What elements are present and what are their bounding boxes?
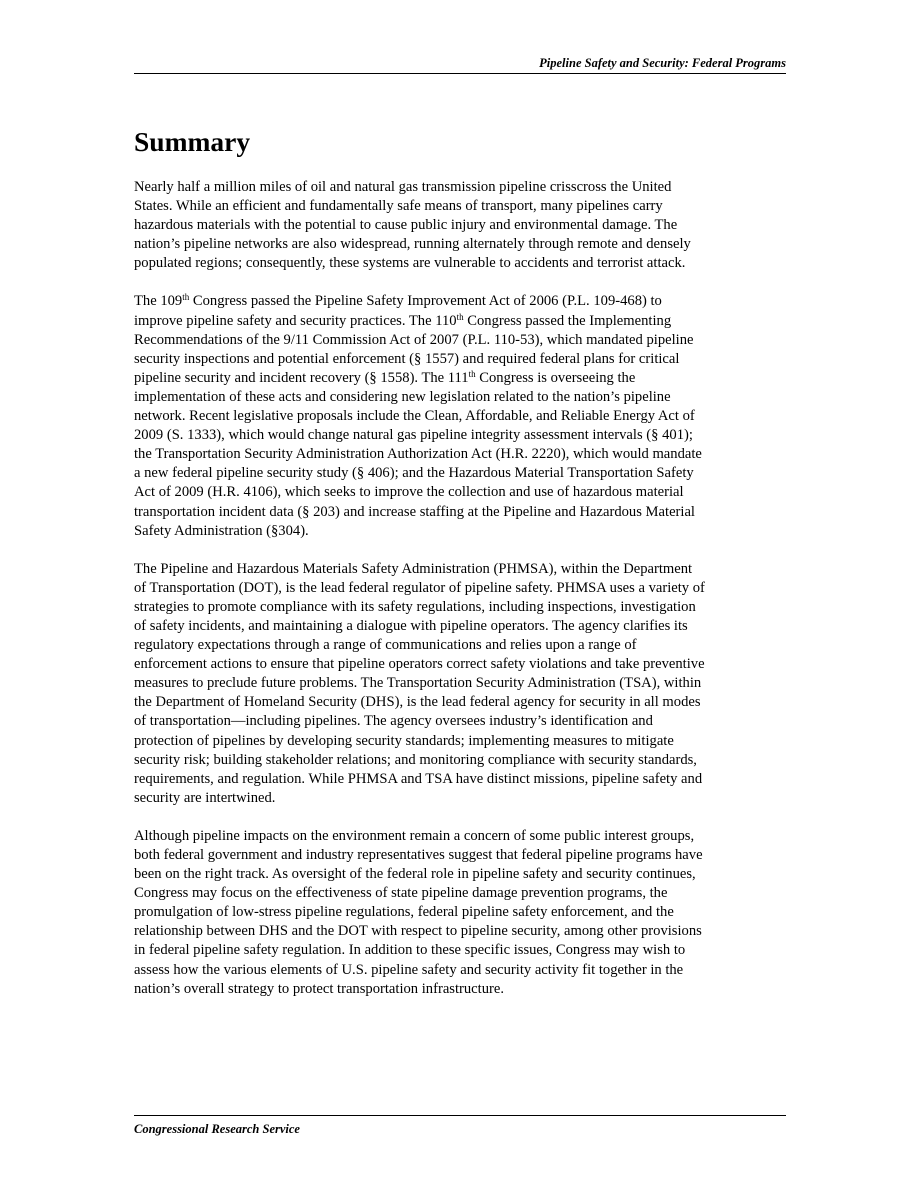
text-line: nation’s pipeline networks are also widespread, running alternately through remote and densely [134,236,691,253]
text-line: The Pipeline and Hazardous Materials Safety Administration (PHMSA), within the Department [134,560,693,577]
text-line: security are intertwined. [134,789,276,806]
text-line: promulgation of low-stress pipeline regulations, federal pipeline safety enforcement, and the [134,904,674,921]
text-line: hazardous materials with the potential to cause public injury and environmental damage. The [134,217,678,234]
text-run: The 109 [134,293,183,310]
text-line: security risk; building stakeholder relations; and monitoring compliance with security standards, [134,751,697,768]
text-line: enforcement actions to ensure that pipeline operators correct safety violations and take preventive [134,656,705,673]
text-line: both federal government and industry representatives suggest that federal pipeline programs have [134,847,703,863]
text-line: Act of 2009 (H.R. 4106), which seeks to improve the collection and use of hazardous material [134,484,684,501]
text-run: Congress is overseeing the [475,369,636,386]
text-line: the Department of Homeland Security (DHS), is the lead federal agency for security in all modes [134,694,701,711]
summary-body [134,178,786,1018]
text-run: pipeline security and incident recovery (§ 1558). The 111 [134,369,469,386]
text-line: been on the right track. As oversight of the federal role in pipeline safety and security continues, [134,866,696,883]
text-run: Congress passed the Pipeline Safety Improvement Act of 2006 (P.L. 109-468) to [189,293,662,310]
paragraph-3 [134,560,786,808]
text-line [134,312,786,331]
ordinal-superscript: th [456,311,464,322]
text-line: nation’s overall strategy to protect transportation infrastructure. [134,980,504,997]
paragraph-2 [134,292,786,540]
text-line [134,292,786,311]
paragraph-4 [134,827,786,999]
text-line: implementation of these acts and considering new legislation related to the nation’s pipeline [134,388,671,405]
running-footer: Congressional Research Service [134,1122,300,1136]
text-line: assess how the various elements of U.S. pipeline safety and security activity fit together in the [134,961,684,978]
text-line: in federal pipeline safety regulation. In addition to these specific issues, Congress may wish to [134,942,686,959]
text-line: network. Recent legislative proposals include the Clean, Affordable, and Reliable Energy Act of [134,408,695,425]
footer-rule [134,1115,786,1116]
ordinal-superscript: th [182,292,190,303]
text-run: Congress passed the Implementing [463,312,672,329]
header-rule [134,73,786,74]
paragraph-1 [134,178,786,273]
text-line: requirements, and regulation. While PHMSA and TSA have distinct missions, pipeline safety and [134,770,703,787]
text-line: Although pipeline impacts on the environment remain a concern of some public interest groups, [134,827,695,844]
text-line: transportation incident data (§ 203) and increase staffing at the Pipeline and Hazardous Material [134,503,695,520]
text-run: improve pipeline safety and security practices. The 110 [134,312,457,329]
text-line: regulatory expectations through a range of communications and relies upon a range of [134,637,637,654]
text-line: strategies to promote compliance with its safety regulations, including inspections, investigation [134,598,696,615]
text-line: measures to preclude future problems. The Transportation Security Administration (TSA), within [134,675,702,692]
text-line: Safety Administration (§304). [134,522,309,539]
text-line [134,369,786,388]
text-line: of Transportation (DOT), is the lead federal regulator of pipeline safety. PHMSA uses a variety of [134,579,705,596]
text-line: Congress may focus on the effectiveness of state pipeline damage prevention programs, the [134,885,668,902]
text-line: the Transportation Security Administration Authorization Act (H.R. 2220), which would mandate [134,446,702,463]
text-line: Nearly half a million miles of oil and natural gas transmission pipeline crisscross the United [134,179,672,195]
text-line: protection of pipelines by developing security standards; implementing measures to mitigate [134,732,674,749]
ordinal-superscript: th [468,368,476,379]
text-line: Recommendations of the 9/11 Commission Act of 2007 (P.L. 110-53), which mandated pipeline [134,331,694,348]
text-line: of safety incidents, and maintaining a dialogue with pipeline operators. The agency clarifies its [134,617,688,634]
text-line: of transportation—including pipelines. The agency oversees industry’s identification and [134,713,653,730]
text-line: States. While an efficient and fundamentally safe means of transport, many pipelines carry [134,198,663,215]
text-line: relationship between DHS and the DOT with respect to pipeline security, among other provisions [134,923,702,940]
text-line: a new federal pipeline security study (§ 406); and the Hazardous Material Transportation Safety [134,465,694,482]
running-header: Pipeline Safety and Security: Federal Programs [539,56,786,70]
text-line: security inspections and potential enforcement (§ 1557) and required federal plans for critical [134,350,680,367]
page-title: Summary [134,126,251,157]
text-line: populated regions; consequently, these systems are vulnerable to accidents and terrorist attack. [134,255,686,272]
text-line: 2009 (S. 1333), which would change natural gas pipeline integrity assessment intervals (§ 401); [134,427,693,444]
